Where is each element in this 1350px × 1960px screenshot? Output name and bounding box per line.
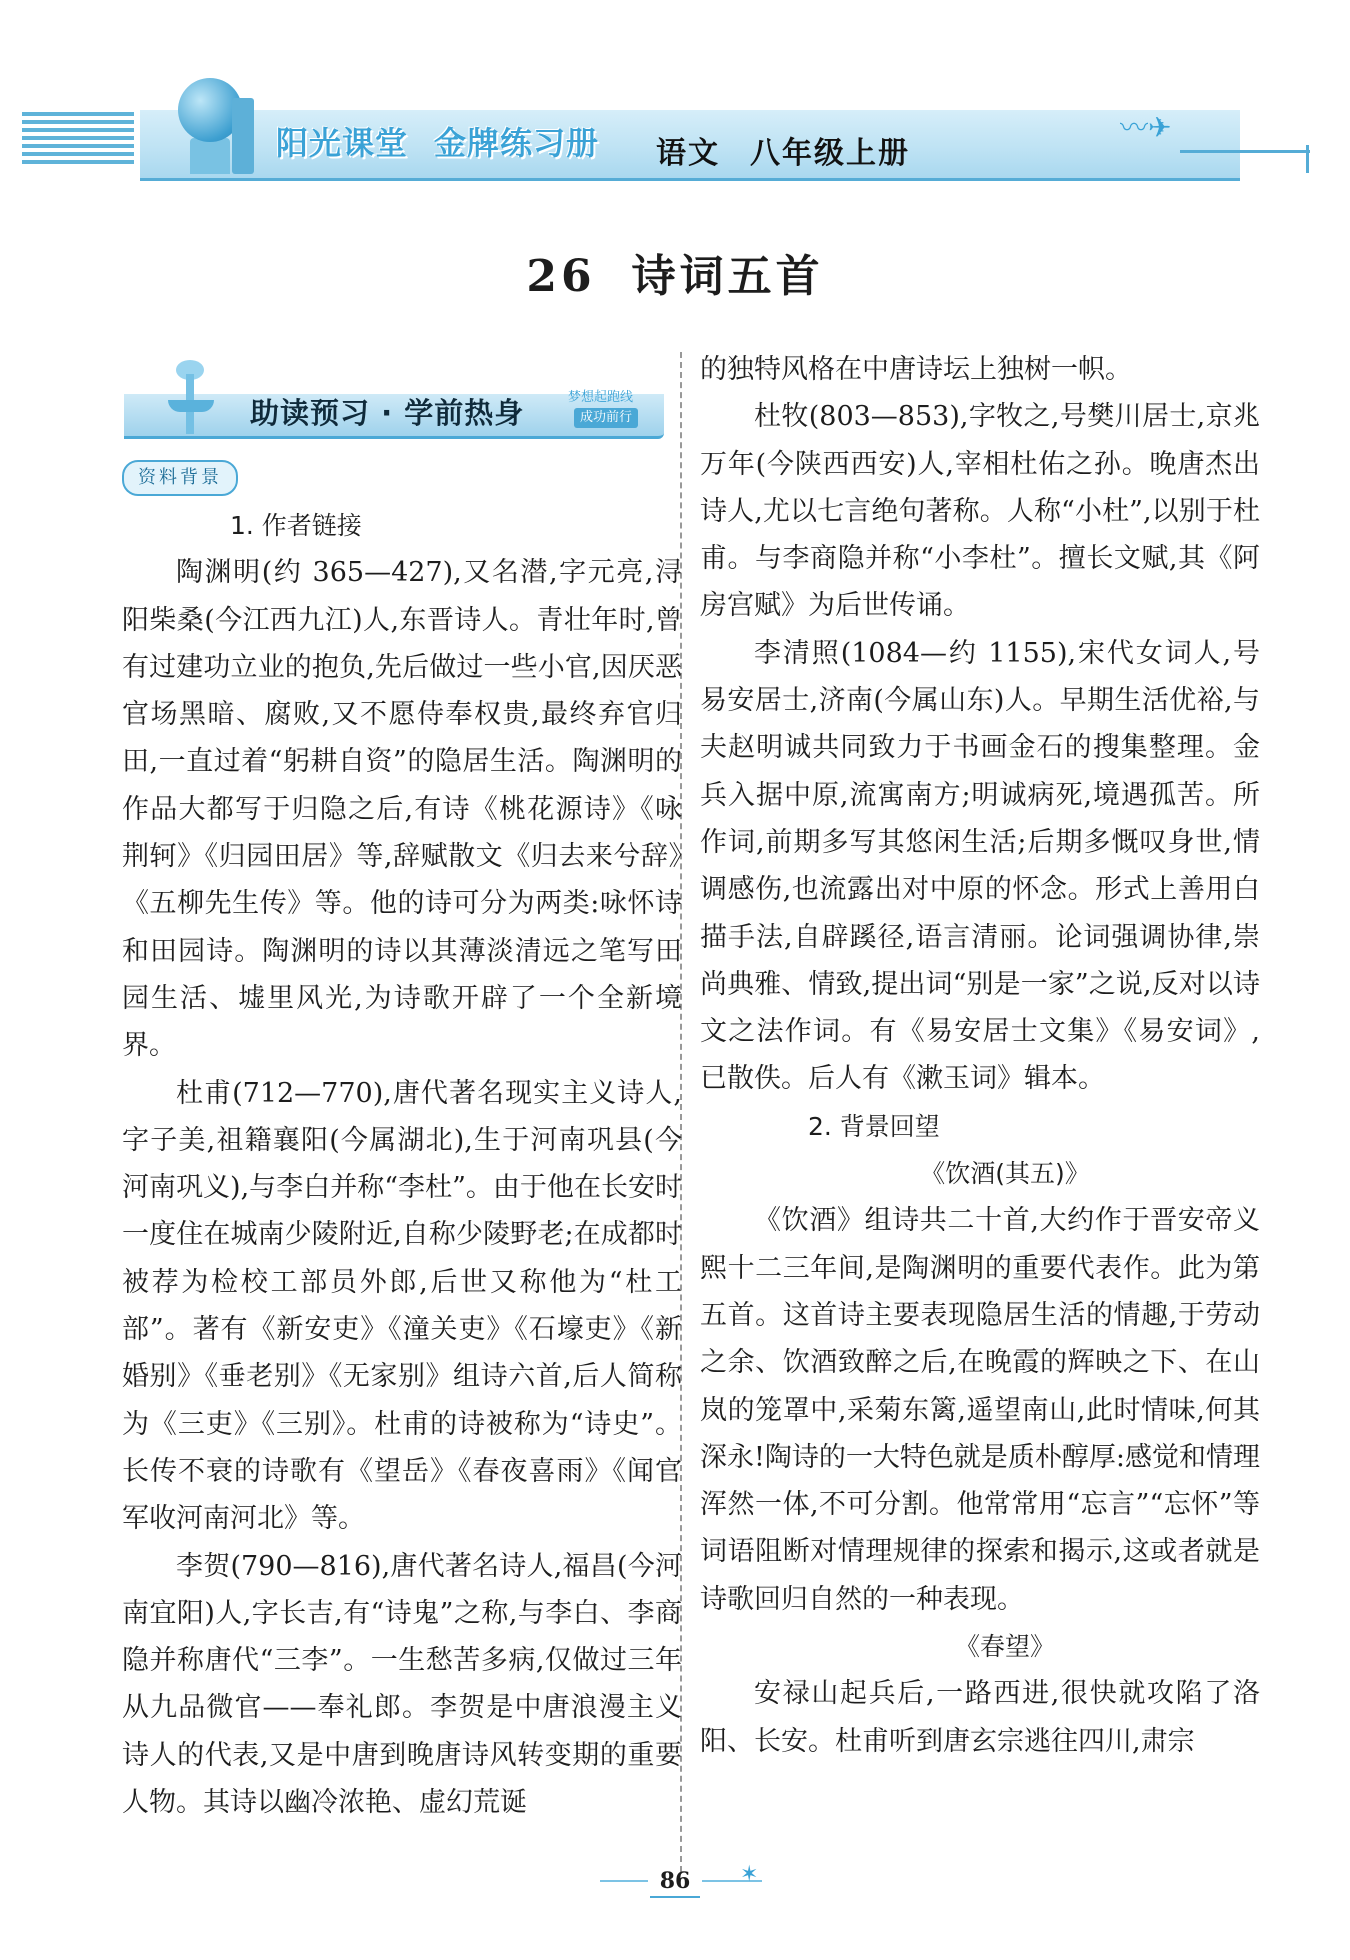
background-heading [700, 1103, 1260, 1150]
paragraph-li-qingzhao: 李清照(1084—约 1155),宋代女词人,号易安居士,济南(今属山东)人。早期生活优裕,与夫赵明诚共同致力于书画金石的搜集整理。金兵入据中原,流寓南方;明诚病死,境遇孤苦。所作词,前期多写其悠闲生活;后期多慨叹身世,情调感伤,也流露出对中原的怀念。形式上善用白描手法,自辟蹊径,语言清丽。论词强调协律,崇尚典雅、情致,提出词“别是一家”之说,反对以诗文之法作词。有《易安居士文集》《易安词》,已散佚。后人有《漱玉词》辑本。 [700, 637, 1260, 1095]
fountain-icon [158, 354, 222, 434]
paragraph-yinjiu: 《饮酒》组诗共二十首,大约作于晋安帝义熙十二三年间,是陶渊明的重要代表作。此为第五首。这首诗主要表现隐居生活的情趣,于劳动之余、饮酒致醉之后,在晚霞的辉映之下、在山岚的笼罩中,采菊东篱,遥望南山,此时情味,何其深永!陶诗的一大特色就是质朴醇厚:感觉和情理浑然一体,不可分割。他常常用“忘言”“忘怀”等词语阻断对情理规律的探索和揭示,这或者就是诗歌回归自然的一种表现。 [700, 1205, 1260, 1615]
page-number [0, 1866, 1350, 1898]
section-banner [122, 350, 682, 450]
header-stripes [22, 112, 134, 174]
grade-label: 八年级上册 [750, 136, 910, 171]
author-heading [122, 502, 682, 549]
brand-name-2: 金牌练习册 [434, 124, 600, 162]
poem-title-chunwang: 《春望》 [954, 1632, 1055, 1662]
page-header [0, 0, 1350, 200]
paragraph-continuation: 的独特风格在中唐诗坛上独树一帜。 [700, 354, 1132, 385]
paragraph-tao-yuanming: 陶渊明(约 365—427),又名潜,字元亮,浔阳柴桑(今江西九江)人,东晋诗人。青壮年时,曾有过建功立业的抱负,先后做过一些小官,因厌恶官场黑暗、腐败,又不愿侍奉权贵,最终弃官归田,一直过着“躬耕自资”的隐居生活。陶渊明的作品大都写于归隐之后,有诗《桃花源诗》《咏荆轲》《归园田居》等,辞赋散文《归去来兮辞》《五柳先生传》等。他的诗可分为两类:咏怀诗和田园诗。陶渊明的诗以其薄淡清远之笔写田园生活、墟里风光,为诗歌开辟了一个全新境界。 [122, 557, 682, 1062]
paragraph-du-fu: 杜甫(712—770),唐代著名现实主义诗人,字子美,祖籍襄阳(今属湖北),生于河南巩县(今河南巩义),与李白并称“李杜”。由于他在长安时一度住在城南少陵附近,自称少陵野老;在成都时被荐为检校工部员外郎,后世又称他为“杜工部”。著有《新安吏》《潼关吏》《石壕吏》《新婚别》《垂老别》《无家别》组诗六首,后人简称为《三吏》《三别》。杜甫的诗被称为“诗史”。长传不衰的诗歌有《望岳》《春夜喜雨》《闻官军收河南河北》等。 [122, 1077, 682, 1535]
lesson-number: 26 [526, 251, 596, 302]
book-subject [656, 128, 940, 172]
left-column [122, 350, 682, 1826]
section-title: 助读预习 · 学前热身 [250, 396, 525, 430]
lesson-name: 诗词五首 [631, 251, 824, 302]
section-tag: 资料背景 [122, 460, 238, 496]
slogan-line-2: 成功前行 [574, 408, 638, 428]
starfish-icon: ✶ [740, 1862, 759, 1887]
paragraph-chunwang: 安禄山起兵后,一路西进,很快就攻陷了洛阳、长安。杜甫听到唐玄宗逃往四川,肃宗 [700, 1678, 1260, 1757]
globe-stand-icon [190, 138, 230, 174]
right-column [700, 346, 1260, 1765]
header-rule-end [1306, 145, 1309, 173]
background-heading-text: 2. 背景回望 [808, 1111, 940, 1141]
series-brand [276, 118, 625, 164]
paragraph-du-mu: 杜牧(803—853),字牧之,号樊川居士,京兆万年(今陕西西安)人,宰相杜佑之孙。晚唐杰出诗人,尤以七言绝句著称。人称“小杜”,以别于杜甫。与李商隐并称“小李杜”。擅长文赋,其《阿房宫赋》为后世传诵。 [700, 401, 1260, 622]
page-number-text: 86 [650, 1866, 701, 1898]
author-heading-text: 1. 作者链接 [230, 511, 362, 540]
subject-label: 语文 [656, 136, 720, 171]
header-rule [1180, 150, 1310, 153]
paragraph-li-he: 李贺(790—816),唐代著名诗人,福昌(今河南宜阳)人,字长吉,有“诗鬼”之称,与李白、李商隐并称唐代“三李”。一生愁苦多病,仅做过三年从九品微官——奉礼郎。李贺是中唐浪漫主义诗人的代表,又是中唐到晚唐诗风转变期的重要人物。其诗以幽冷浓艳、虚幻荒诞 [122, 1550, 682, 1819]
brand-name-1: 阳光课堂 [276, 124, 409, 162]
section-slogan [568, 388, 638, 428]
slogan-line-1: 梦想起跑线 [568, 390, 634, 405]
birds-icon: 〰✈ [1120, 111, 1172, 144]
lesson-title [0, 240, 1350, 304]
telescope-icon [232, 98, 254, 174]
poem-title-yinjiu: 《饮酒(其五)》 [920, 1159, 1090, 1189]
